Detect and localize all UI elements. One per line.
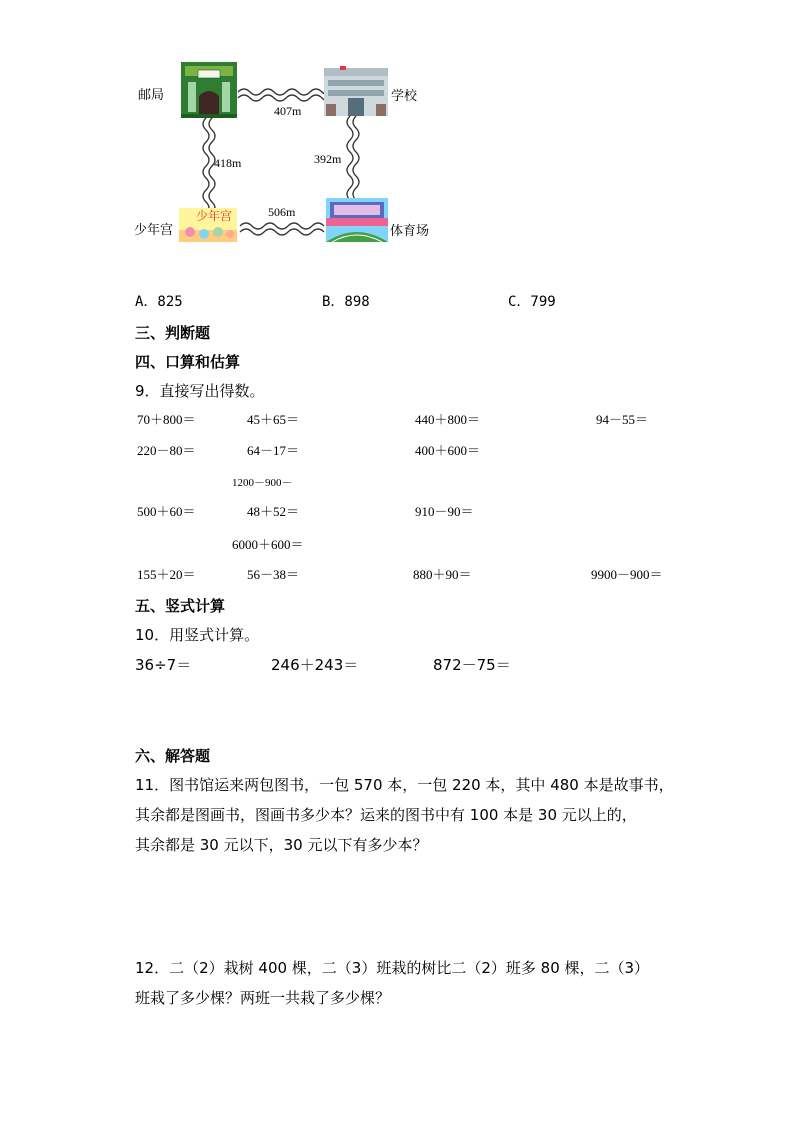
vertical-calc-item: 246＋243＝ [271, 656, 359, 674]
vertical-calc-item: 872－75＝ [433, 656, 511, 674]
calc-item: 880＋90＝ [413, 567, 472, 582]
calc-item: 56－38＝ [247, 567, 300, 582]
question-12-line: 12．二（2）栽树 400 棵，二（3）班栽的树比二（2）班多 80 棵，二（3） [135, 959, 650, 977]
road-school-stadium [347, 116, 353, 212]
road-youth-stadium [240, 223, 324, 229]
question-10-title: 10．用竖式计算。 [135, 626, 260, 644]
option-a: A．825 [135, 294, 183, 310]
distance-post-youth: 418m [214, 156, 242, 170]
calc-item: 94－55＝ [596, 412, 649, 427]
calc-item: 440＋800＝ [415, 412, 481, 427]
question-9-title: 9．直接写出得数。 [135, 382, 265, 400]
calc-item: 64－17＝ [247, 443, 300, 458]
question-11-line: 其余都是图画书，图画书多少本？运来的图书中有 100 本是 30 元以上的， [135, 806, 637, 824]
calc-item: 155＋20＝ [137, 567, 196, 582]
youth-palace-label: 少年宫 [134, 223, 174, 238]
distance-youth-stadium: 506m [268, 205, 296, 219]
distance-post-school: 407m [274, 104, 302, 118]
section-6-heading: 六、解答题 [135, 747, 211, 765]
post-office-label: 邮局 [138, 88, 165, 103]
question-12 [135, 953, 649, 1013]
calc-item: 400＋600＝ [415, 443, 481, 458]
section-3-heading: 三、判断题 [135, 324, 211, 342]
question-11-line: 11．图书馆运来两包图书，一包 570 本，一包 220 本，其中 480 本是故事书， [135, 776, 674, 794]
youth-palace-sign: 少年宫 [196, 209, 233, 223]
road-post-youth [203, 118, 209, 214]
school-building [324, 66, 388, 116]
calc-item: 48＋52＝ [247, 504, 300, 519]
post-office-building [181, 62, 237, 118]
calc-item: 70＋800＝ [137, 412, 196, 427]
calc-item: 220－80＝ [137, 443, 196, 458]
stadium-label: 体育场 [390, 224, 430, 239]
section-5-heading: 五、竖式计算 [135, 597, 226, 615]
calc-item: 45＋65＝ [247, 412, 300, 427]
distance-school-stadium: 392m [314, 152, 342, 166]
question-11-line: 其余都是 30 元以下，30 元以下有多少本？ [135, 836, 428, 854]
calc-item: 1200－900－ [232, 477, 293, 489]
vertical-calc-item: 36÷7＝ [135, 656, 192, 674]
calc-item: 500＋60＝ [137, 504, 196, 519]
question-11 [135, 770, 674, 860]
section-4-heading: 四、口算和估算 [135, 353, 241, 371]
option-c: C．799 [508, 294, 556, 310]
calc-item: 910－90＝ [415, 504, 474, 519]
option-b: B．898 [322, 294, 370, 310]
stadium-building [326, 198, 388, 242]
calc-item: 9900－900＝ [591, 567, 663, 582]
question-12-line: 班栽了多少棵？两班一共栽了多少棵？ [135, 989, 391, 1007]
calc-item: 6000＋600＝ [232, 537, 304, 552]
school-label: 学校 [391, 89, 418, 104]
